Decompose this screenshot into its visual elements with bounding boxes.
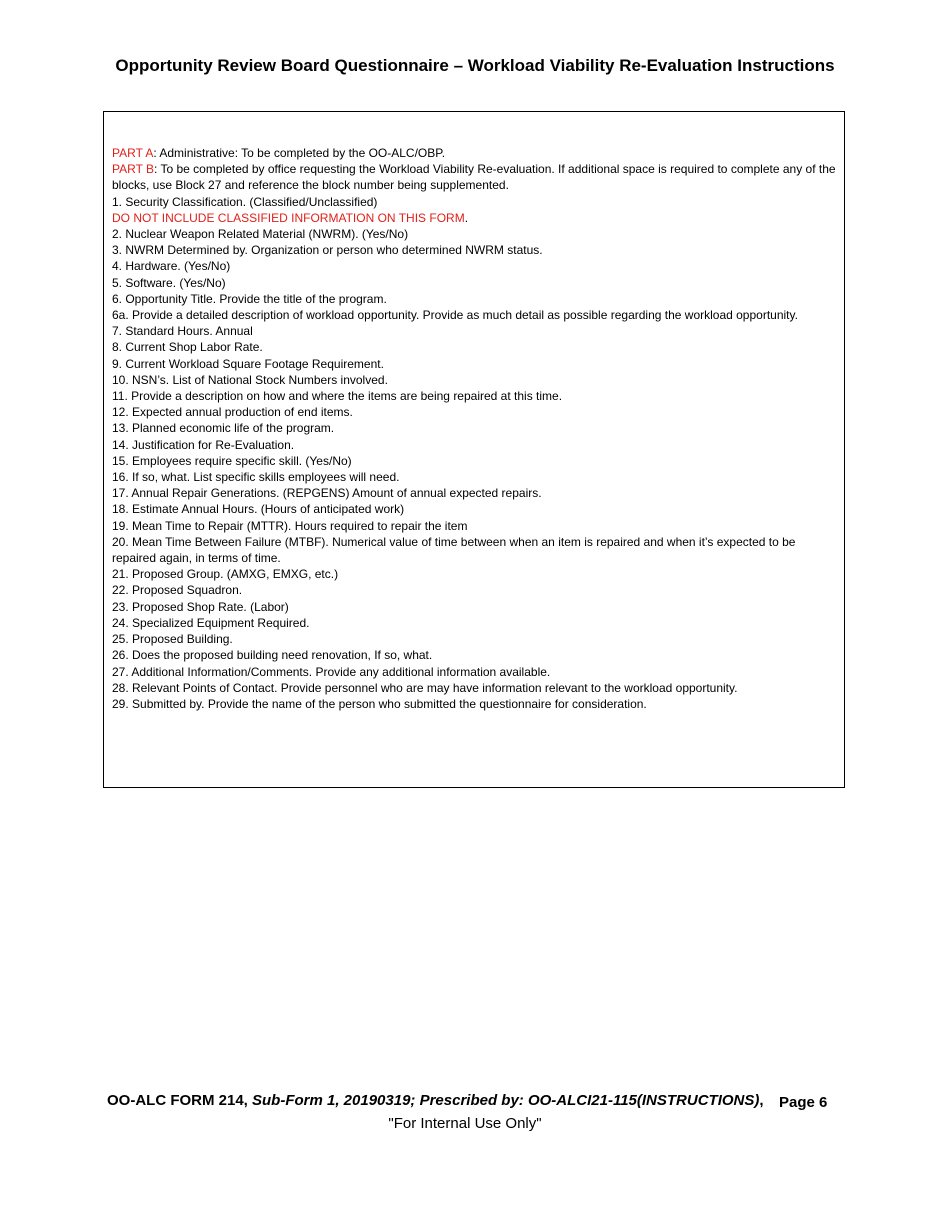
part-b-text: : To be completed by office requesting the Workload Viability Re-evaluation. If additional space is required to complete any of the blocks, use Block 27 and reference the block number being supplemented. (112, 162, 836, 193)
instruction-item: 24. Specialized Equipment Required. (112, 615, 310, 630)
instruction-item: 28. Relevant Points of Contact. Provide personnel who are may have information relevant to the workload opportunity. (112, 680, 738, 695)
instruction-item: 6. Opportunity Title. Provide the title of the program. (112, 291, 387, 306)
form-comma: , (759, 1092, 764, 1109)
instruction-item: 25. Proposed Building. (112, 632, 233, 647)
part-a-text: : Administrative: To be completed by the OO-ALC/OBP. (153, 146, 446, 160)
instruction-item: 11. Provide a description on how and where the items are being repaired at this time. (112, 389, 563, 404)
instruction-item: 14. Justification for Re-Evaluation. (112, 437, 295, 452)
instruction-item: 18. Estimate Annual Hours. (Hours of anticipated work) (112, 502, 405, 517)
instructions-body (112, 145, 836, 712)
form-details: Sub-Form 1, 20190319; Prescribed by: OO-ALCI21-115(INSTRUCTIONS) (252, 1092, 760, 1109)
instruction-item: 29. Submitted by. Provide the name of the person who submitted the questionnaire for consideration. (112, 696, 647, 711)
instruction-item: 16. If so, what. List specific skills employees will need. (112, 470, 400, 485)
instruction-item: 17. Annual Repair Generations. (REPGENS) Amount of annual expected repairs. (112, 486, 542, 501)
page-number: Page 6 (779, 1094, 828, 1111)
instruction-item: 27. Additional Information/Comments. Provide any additional information available. (112, 664, 551, 679)
instruction-item: 8. Current Shop Labor Rate. (112, 340, 263, 355)
part-b-line (112, 161, 836, 193)
page-title: Opportunity Review Board Questionnaire – Workload Viability Re-Evaluation Instructions (115, 56, 835, 75)
part-a-line (112, 145, 836, 161)
instruction-item: 22. Proposed Squadron. (112, 583, 243, 598)
instruction-item: 3. NWRM Determined by. Organization or person who determined NWRM status. (112, 243, 543, 258)
instruction-item: 6a. Provide a detailed description of workload opportunity. Provide as much detail as possible regarding the workload opportunity. (112, 308, 798, 323)
part-b-label: PART B (112, 162, 155, 177)
instruction-item: 20. Mean Time Between Failure (MTBF). Numerical value of time between when an item is repaired and when it’s expected to be repaired again, in terms of time. (112, 534, 796, 566)
distribution-notice: "For Internal Use Only" (388, 1115, 542, 1132)
instruction-item: 21. Proposed Group. (AMXG, EMXG, etc.) (112, 567, 339, 582)
instruction-item: 4. Hardware. (Yes/No) (112, 259, 231, 274)
instruction-item: 13. Planned economic life of the program. (112, 421, 335, 436)
instruction-item: 26. Does the proposed building need renovation, If so, what. (112, 648, 433, 663)
instruction-item: 23. Proposed Shop Rate. (Labor) (112, 599, 289, 614)
instruction-item: 19. Mean Time to Repair (MTTR). Hours required to repair the item (112, 518, 468, 533)
instruction-item: 9. Current Workload Square Footage Requirement. (112, 356, 384, 371)
instruction-item: 12. Expected annual production of end items. (112, 405, 353, 420)
classified-warning-period: . (464, 210, 469, 225)
instruction-item: 10. NSN’s. List of National Stock Numbers involved. (112, 372, 388, 387)
instruction-item-1: 1. Security Classification. (Classified/Unclassified) (112, 194, 378, 209)
form-name: OO-ALC FORM 214, (107, 1092, 253, 1109)
form-identifier (107, 1092, 764, 1109)
part-a-label: PART A (112, 146, 154, 160)
instructions-box (103, 111, 845, 788)
instruction-item: 7. Standard Hours. Annual (112, 324, 253, 339)
classified-warning: DO NOT INCLUDE CLASSIFIED INFORMATION ON THIS FORM (112, 210, 465, 225)
instruction-item: 5. Software. (Yes/No) (112, 275, 226, 290)
instruction-item: 2. Nuclear Weapon Related Material (NWRM). (Yes/No) (112, 227, 409, 242)
instruction-item: 15. Employees require specific skill. (Yes/No) (112, 453, 352, 468)
classified-warning-line (112, 210, 836, 226)
